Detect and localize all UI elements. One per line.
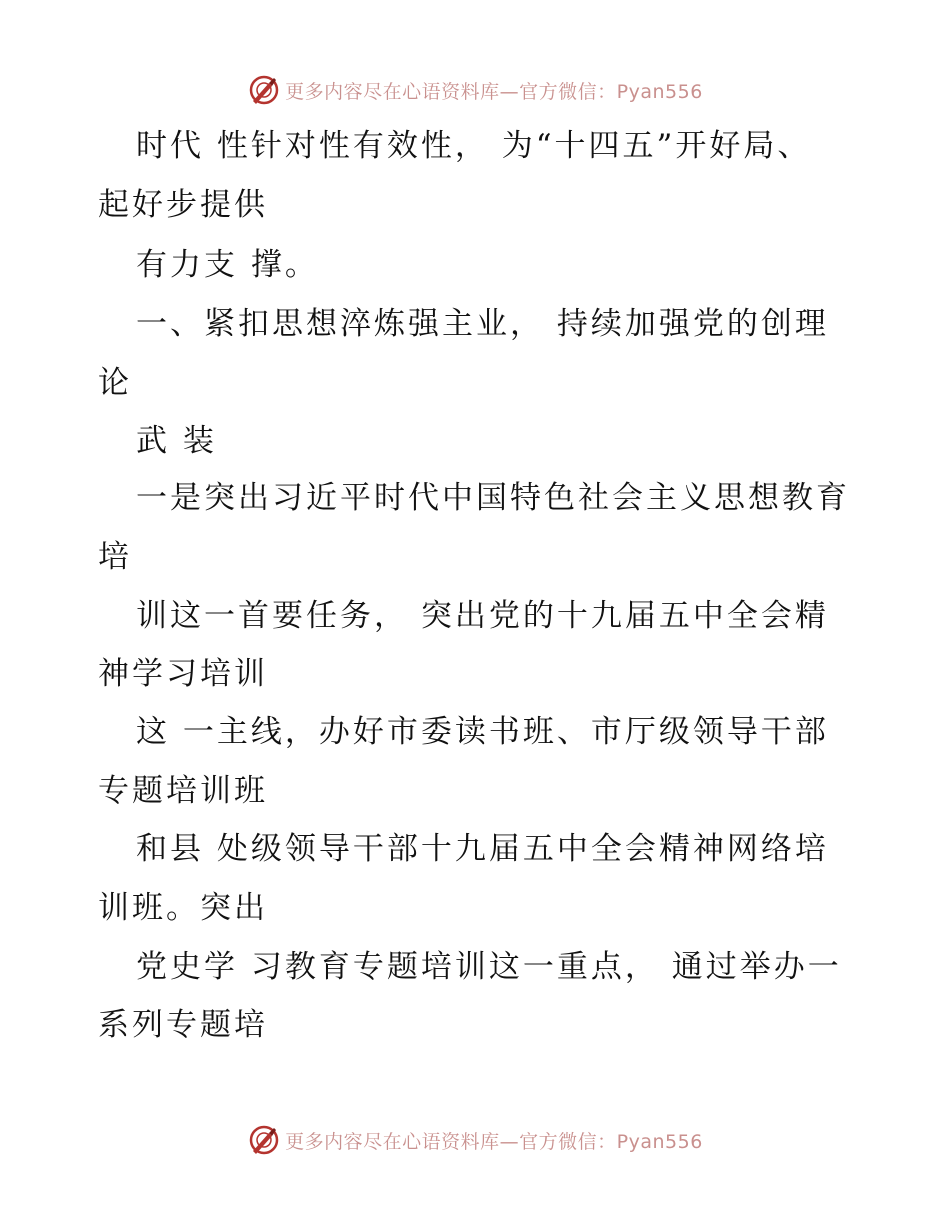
watermark-text: 更多内容尽在心语资料库—官方微信：Pyan556 <box>285 80 703 103</box>
text-line: 训班。突出 <box>98 890 268 926</box>
text-line: 这 一主线，办好市委读书班、市厅级领导干部 <box>136 714 829 750</box>
text-line: 起好步提供 <box>98 187 268 223</box>
text-line: 一、紧扣思想淬炼强主业， 持续加强党的创理 <box>136 306 829 342</box>
header-watermark <box>0 70 950 110</box>
text-line: 时代 性针对性有效性， 为“十四五”开好局、 <box>136 128 812 164</box>
pen-logo-icon <box>247 73 281 107</box>
pen-logo-icon <box>247 1123 281 1157</box>
watermark-text: 更多内容尽在心语资料库—官方微信：Pyan556 <box>285 1130 703 1153</box>
text-line: 系列专题培 <box>98 1007 268 1043</box>
text-line: 论 <box>98 365 132 401</box>
text-line: 一是突出习近平时代中国特色社会主义思想教育 <box>136 480 850 516</box>
text-line: 训这一首要任务， 突出党的十九届五中全会精 <box>136 598 829 634</box>
text-line: 和县 处级领导干部十九届五中全会精神网络培 <box>136 831 829 867</box>
text-line: 神学习培训 <box>98 656 268 692</box>
text-line: 有力支 撑。 <box>136 247 319 283</box>
footer-watermark <box>0 1120 950 1160</box>
text-line: 党史学 习教育专题培训这一重点， 通过举办一 <box>136 949 842 985</box>
text-line: 培 <box>98 539 132 575</box>
text-line: 武 装 <box>136 423 217 459</box>
text-line: 专题培训班 <box>98 773 268 809</box>
